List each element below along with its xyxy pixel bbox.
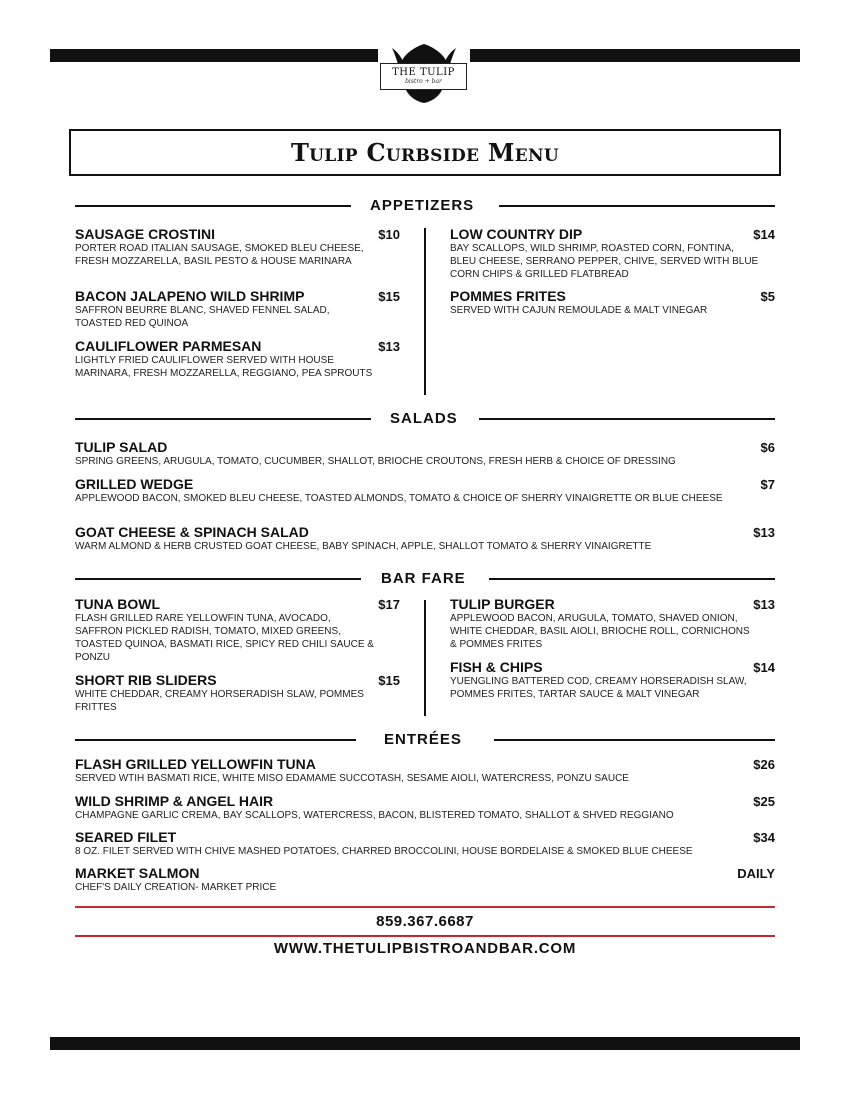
item-price: $13	[753, 525, 775, 540]
column-divider	[424, 600, 426, 716]
item-name: TUNA BOWL	[75, 596, 161, 612]
item-description: FLASH GRILLED RARE YELLOWFIN TUNA, AVOCADO, SAFFRON PICKLED RADISH, TOMATO, MIXED GREENS, TOASTED QUINOA, BASMATI RICE, SPICY RED CHILI SAUCE & PONZU	[75, 613, 374, 663]
menu-title: Tulip Curbside Menu	[290, 138, 560, 167]
item-description: APPLEWOOD BACON, ARUGULA, TOMATO, SHAVED ONION, WHITE CHEDDAR, BASIL AIOLI, BRIOCHE ROLL, CORNICHONS & POMMES FRITES	[450, 613, 750, 650]
item-description: YUENGLING BATTERED COD, CREAMY HORSERADISH SLAW, POMMES FRITES, TARTAR SAUCE & MALT VINEGAR	[450, 676, 747, 700]
item-name: POMMES FRITES	[450, 288, 566, 304]
tulip-logo	[378, 42, 470, 104]
section-header-entrees	[75, 730, 775, 750]
bottom-border-bar	[50, 1037, 800, 1050]
item-price: $7	[760, 477, 775, 492]
item-price: $25	[753, 794, 775, 809]
section-header-bar-fare	[75, 569, 775, 589]
item-price: $10	[378, 227, 400, 242]
item-price: $6	[760, 440, 775, 455]
item-description: CHEF'S DAILY CREATION- MARKET PRICE	[75, 882, 277, 893]
section-rule-left	[75, 739, 356, 741]
item-name: WILD SHRIMP & ANGEL HAIR	[75, 793, 274, 809]
footer-rule-bottom	[75, 935, 775, 937]
website-link[interactable]: WWW.THETULIPBISTROANDBAR.COM	[273, 940, 577, 957]
item-description: WHITE CHEDDAR, CREAMY HORSERADISH SLAW, POMMES FRITTES	[75, 689, 364, 713]
logo-name: THE TULIP	[392, 67, 455, 78]
section-label: APPETIZERS	[370, 197, 475, 214]
section-header-salads	[75, 409, 775, 429]
section-rule-right	[499, 205, 775, 207]
item-price: $17	[378, 597, 400, 612]
item-description: SERVED WITH CAJUN REMOULADE & MALT VINEGAR	[450, 305, 708, 316]
logo-tagline: bistro + bar	[405, 78, 442, 85]
item-description: 8 OZ. FILET SERVED WITH CHIVE MASHED POTATOES, CHARRED BROCCOLINI, HOUSE BORDELAISE & SMOKED BLUE CHEESE	[75, 846, 693, 857]
item-description: SPRING GREENS, ARUGULA, TOMATO, CUCUMBER, SHALLOT, BRIOCHE CROUTONS, FRESH HERB & CHOICE OF DRESSING	[75, 456, 676, 467]
section-rule-right	[489, 578, 775, 580]
item-description: SAFFRON BEURRE BLANC, SHAVED FENNEL SALAD, TOASTED RED QUINOA	[75, 305, 330, 329]
footer-rule-top	[75, 906, 775, 908]
section-label: BAR FARE	[381, 570, 466, 587]
item-name: GOAT CHEESE & SPINACH SALAD	[75, 524, 309, 540]
item-price: $26	[753, 757, 775, 772]
logo-badge	[380, 63, 467, 90]
item-description: SERVED WTIH BASMATI RICE, WHITE MISO EDAMAME SUCCOTASH, SESAME AIOLI, WATERCRESS, PONZU SAUCE	[75, 773, 629, 784]
item-description: LIGHTLY FRIED CAULIFLOWER SERVED WITH HOUSE MARINARA, FRESH MOZZARELLA, REGGIANO, PEA SPROUTS	[75, 355, 373, 379]
column-divider	[424, 228, 426, 395]
section-label: ENTRÉES	[384, 731, 462, 748]
item-name: SEARED FILET	[75, 829, 177, 845]
phone-number[interactable]: 859.367.6687	[376, 913, 474, 930]
item-description: CHAMPAGNE GARLIC CREMA, BAY SCALLOPS, WATERCRESS, BACON, BLISTERED TOMATO, SHALLOT & SHVED REGGIANO	[75, 810, 674, 821]
item-name: FLASH GRILLED YELLOWFIN TUNA	[75, 756, 316, 772]
item-description: APPLEWOOD BACON, SMOKED BLEU CHEESE, TOASTED ALMONDS, TOMATO & CHOICE OF SHERRY VINAIGRETTE OR BLUE CHEESE	[75, 493, 723, 504]
item-price: $13	[753, 597, 775, 612]
item-price: DAILY	[737, 866, 775, 881]
item-name: BACON JALAPENO WILD SHRIMP	[75, 288, 305, 304]
item-price: $5	[760, 289, 775, 304]
item-name: GRILLED WEDGE	[75, 476, 194, 492]
item-price: $13	[378, 339, 400, 354]
menu-title-box	[69, 129, 781, 176]
item-price: $15	[378, 673, 400, 688]
item-price: $14	[753, 660, 775, 675]
item-description: BAY SCALLOPS, WILD SHRIMP, ROASTED CORN, FONTINA, BLEU CHEESE, SERRANO PEPPER, CHIVE, SERVED WITH BLUE CORN CHIPS & GRILLED FLATBREAD	[450, 243, 759, 280]
item-description: PORTER ROAD ITALIAN SAUSAGE, SMOKED BLEU CHEESE, FRESH MOZZARELLA, BASIL PESTO & HOUSE MARINARA	[75, 243, 364, 267]
item-name: SAUSAGE CROSTINI	[75, 226, 216, 242]
section-rule-right	[494, 739, 775, 741]
item-price: $14	[753, 227, 775, 242]
item-name: MARKET SALMON	[75, 865, 200, 881]
item-name: TULIP BURGER	[450, 596, 555, 612]
item-name: CAULIFLOWER PARMESAN	[75, 338, 262, 354]
section-label: SALADS	[390, 410, 458, 427]
section-header-appetizers	[75, 196, 775, 216]
section-rule-right	[479, 418, 775, 420]
section-rule-left	[75, 578, 361, 580]
item-name: SHORT RIB SLIDERS	[75, 672, 217, 688]
item-name: LOW COUNTRY DIP	[450, 226, 583, 242]
section-rule-left	[75, 418, 371, 420]
item-price: $34	[753, 830, 775, 845]
item-price: $15	[378, 289, 400, 304]
section-rule-left	[75, 205, 351, 207]
item-name: TULIP SALAD	[75, 439, 168, 455]
item-name: FISH & CHIPS	[450, 659, 543, 675]
item-description: WARM ALMOND & HERB CRUSTED GOAT CHEESE, BABY SPINACH, APPLE, SHALLOT TOMATO & SHERRY VINAIGRETTE	[75, 541, 652, 552]
